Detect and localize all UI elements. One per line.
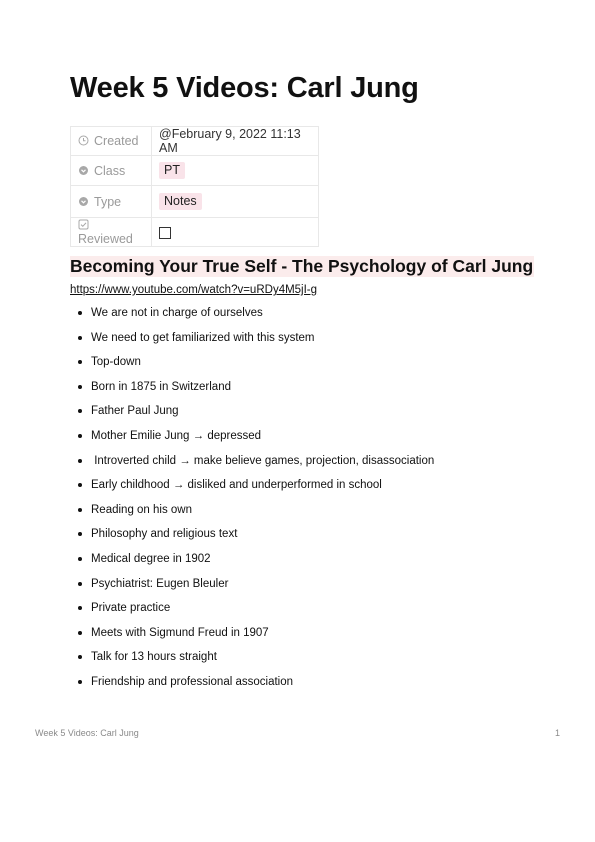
list-item-text: Born in 1875 in Switzerland: [91, 380, 231, 393]
bullet-dot: [78, 606, 82, 610]
class-tag[interactable]: PT: [159, 162, 185, 179]
bullet-dot: [78, 385, 82, 389]
list-item: [70, 380, 434, 405]
list-item-text: Friendship and professional association: [91, 675, 294, 688]
list-item: [70, 675, 434, 700]
property-value-cell[interactable]: [152, 156, 319, 186]
list-item-text: Philosophy and religious text: [91, 528, 238, 541]
bullet-dot: [78, 631, 82, 635]
property-key-cell: [71, 186, 152, 218]
list-item: [70, 626, 434, 651]
select-icon: [78, 196, 89, 207]
list-item: [70, 601, 434, 626]
bullet-dot: [78, 532, 82, 536]
bullet-dot: [78, 336, 82, 340]
bullet-dot: [78, 557, 82, 561]
property-label-type: Type: [94, 194, 122, 209]
list-item-text: Mother Emilie Jung → depressed: [91, 429, 262, 442]
section-heading: Becoming Your True Self - The Psychology of Carl Jung: [70, 256, 534, 276]
list-item-text: Psychiatrist: Eugen Bleuler: [91, 577, 229, 590]
footer-title: Week 5 Videos: Carl Jung: [35, 728, 139, 738]
bullet-dot: [78, 434, 82, 438]
bullet-list: [70, 306, 434, 700]
property-key-cell: [71, 218, 152, 247]
list-item: [70, 454, 434, 479]
property-row-class: [71, 156, 319, 186]
property-row-type: [71, 186, 319, 218]
property-key-cell: [71, 127, 152, 156]
list-item: [70, 552, 434, 577]
reviewed-checkbox[interactable]: [159, 227, 171, 239]
list-item-text: Introverted child → make believe games, projection, disassociation: [91, 454, 435, 467]
list-item: [70, 331, 434, 356]
list-item-text: Reading on his own: [91, 503, 193, 516]
list-item-text: We are not in charge of ourselves: [91, 307, 263, 319]
list-item-text: Meets with Sigmund Freud in 1907: [91, 626, 269, 639]
list-item-text: Top-down: [91, 356, 141, 369]
type-tag[interactable]: Notes: [159, 193, 202, 210]
list-item-text: We need to get familiarized with this system: [91, 331, 315, 344]
list-item: [70, 429, 434, 454]
bullet-dot: [78, 655, 82, 659]
page-number: 1: [554, 728, 560, 738]
video-link[interactable]: https://www.youtube.com/watch?v=uRDy4M5jI-g: [70, 284, 318, 296]
list-item: [70, 650, 434, 675]
bullet-dot: [78, 508, 82, 512]
property-key-cell: [71, 156, 152, 186]
list-item: [70, 306, 434, 331]
property-value-cell[interactable]: [152, 186, 319, 218]
list-item: [70, 577, 434, 602]
bullet-dot: [78, 582, 82, 586]
page-title: Week 5 Videos: Carl Jung: [70, 72, 419, 104]
list-item: [70, 478, 434, 503]
created-date-value: @February 9, 2022 11:13 AM: [152, 127, 319, 156]
property-label-created: Created: [94, 134, 139, 148]
select-icon: [78, 165, 89, 176]
property-label-class: Class: [94, 163, 126, 178]
list-item: [70, 503, 434, 528]
property-label-reviewed: Reviewed: [78, 232, 133, 246]
bullet-dot: [78, 360, 82, 364]
checkbox-icon: [78, 219, 89, 230]
list-item-text: Father Paul Jung: [91, 405, 179, 418]
property-value-cell: [152, 218, 319, 247]
list-item: [70, 527, 434, 552]
bullet-dot: [78, 459, 82, 463]
clock-icon: [78, 135, 89, 146]
bullet-dot: [78, 409, 82, 413]
list-item-text: Talk for 13 hours straight: [91, 651, 217, 664]
properties-table: [70, 126, 319, 247]
list-item-text: Early childhood → disliked and underperformed in school: [91, 479, 382, 492]
list-item-text: Medical degree in 1902: [91, 552, 211, 565]
list-item: [70, 355, 434, 380]
bullet-dot: [78, 483, 82, 487]
property-row-created: [71, 127, 319, 156]
property-row-reviewed: [71, 218, 319, 247]
bullet-dot: [78, 680, 82, 684]
bullet-dot: [78, 311, 82, 315]
list-item: [70, 404, 434, 429]
list-item-text: Private practice: [91, 602, 171, 615]
